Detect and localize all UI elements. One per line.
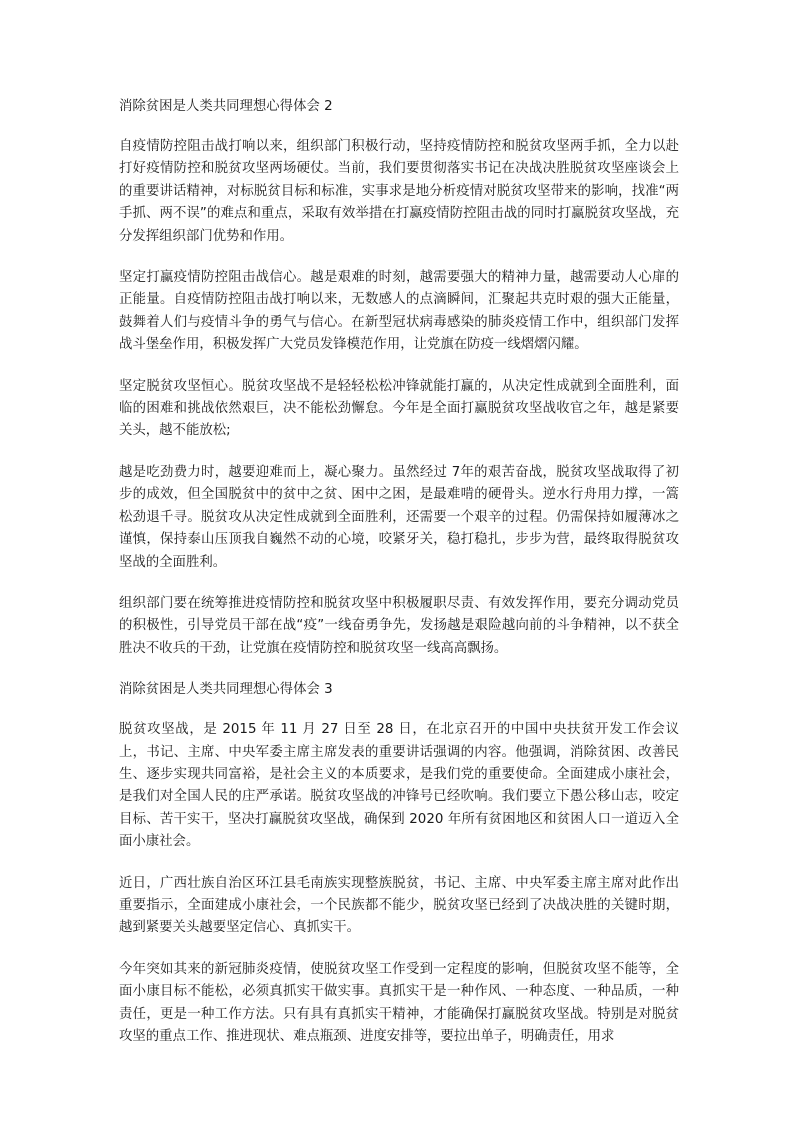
section-3-heading: 消除贫困是人类共同理想心得体会 3 bbox=[119, 682, 333, 698]
section-2-paragraph-4: 越是吃劲费力时，越要迎难而上，凝心聚力。虽然经过 7年的艰苦奋战，脱贫攻坚战取得了初步的成效，但全国脱贫中的贫中之贫、困中之困，是最难啃的硬骨头。逆水行舟用力撑，一篙松劲退千寻。脱贫攻从决定性成就到全面胜利，还需要一个艰辛的过程。仍需保持如履薄冰之谨慎，保持泰山压顶我自巍然不动的心境，咬紧牙关，稳打稳扎，步步为营，最终取得脱贫攻坚战的全面胜利。 bbox=[119, 464, 679, 570]
section-2-paragraph-5: 组织部门要在统筹推进疫情防控和脱贫攻坚中积极履职尽责、有效发挥作用，要充分调动党员的积极性，引导党员干部在战“疫”一线奋勇争先，发扬越是艰险越向前的斗争精神，以不获全胜决不收兵的干劲，让党旗在疫情防控和脱贫攻坚一线高高飘扬。 bbox=[119, 595, 679, 656]
section-2-paragraph-1: 自疫情防控阻击战打响以来，组织部门积极行动，坚持疫情防控和脱贫攻坚两手抓，全力以赴打好疫情防控和脱贫攻坚两场硬仗。当前，我们要贯彻落实书记在决战决胜脱贫攻坚座谈会上的重要讲话精神，对标脱贫目标和标准，实事求是地分析疫情对脱贫攻坚带来的影响，找准“两手抓、两不误”的难点和重点，采取有效举措在打赢疫情防控阻击战的同时打赢脱贫攻坚战，充分发挥组织部门优势和作用。 bbox=[119, 139, 679, 244]
section-2-paragraph-2: 坚定打赢疫情防控阻击战信心。越是艰难的时刻，越需要强大的精神力量，越需要动人心扉的正能量。自疫情防控阻击战打响以来，无数感人的点滴瞬间，汇聚起共克时艰的强大正能量，鼓舞着人们与疫情斗争的勇气与信心。在新型冠状病毒感染的肺炎疫情工作中，组织部门发挥战斗堡垒作用，积极发挥广大党员发锋模范作用，让党旗在防疫一线熠熠闪耀。 bbox=[119, 270, 679, 353]
section-3-paragraph-2: 近日，广西壮族自治区环江县毛南族实现整族脱贫，书记、主席、中央军委主席主席对此作出重要指示，全面建成小康社会，一个民族都不能少，脱贫攻坚已经到了决战决胜的关键时期，越到紧要关头越要坚定信心、真抓实干。 bbox=[119, 875, 679, 936]
section-2-paragraph-3: 坚定脱贫攻坚恒心。脱贫攻坚战不是轻轻松松冲锋就能打赢的，从决定性成就到全面胜利，面临的困难和挑战依然艰巨，决不能松劲懈怠。今年是全面打赢脱贫攻坚战收官之年，越是紧要关头，越不能放松; bbox=[119, 378, 679, 439]
section-3-paragraph-3: 今年突如其来的新冠肺炎疫情，使脱贫攻坚工作受到一定程度的影响，但脱贫攻坚不能等，全面小康目标不能松，必须真抓实干做实事。真抓实干是一种作风、一种态度、一种品质，一种责任，更是一种工作方法。只有具有真抓实干精神，才能确保打赢脱贫攻坚战。特别是对脱贫攻坚的重点工作、推进现状、难点瓶颈、进度安排等，要拉出单子，明确责任，用求 bbox=[119, 961, 679, 1044]
section-3-paragraph-1: 脱贫攻坚战，是 2015 年 11 月 27 日至 28 日，在北京召开的中国中央扶贫开发工作会议上，书记、主席、中央军委主席主席发表的重要讲话强调的内容。他强调，消除贫困、改善民生、逐步实现共同富裕，是社会主义的本质要求，是我们党的重要使命。全面建成小康社会，是我们对全国人民的庄严承诺。脱贫攻坚战的冲锋号已经吹响。我们要立下愚公移山志，咬定目标、苦干实干，坚决打赢脱贫攻坚战，确保到 2020 年所有贫困地区和贫困人口一道迈入全面小康社会。 bbox=[119, 722, 679, 850]
document-page bbox=[119, 96, 679, 1048]
section-2-heading: 消除贫困是人类共同理想心得体会 2 bbox=[119, 99, 333, 114]
